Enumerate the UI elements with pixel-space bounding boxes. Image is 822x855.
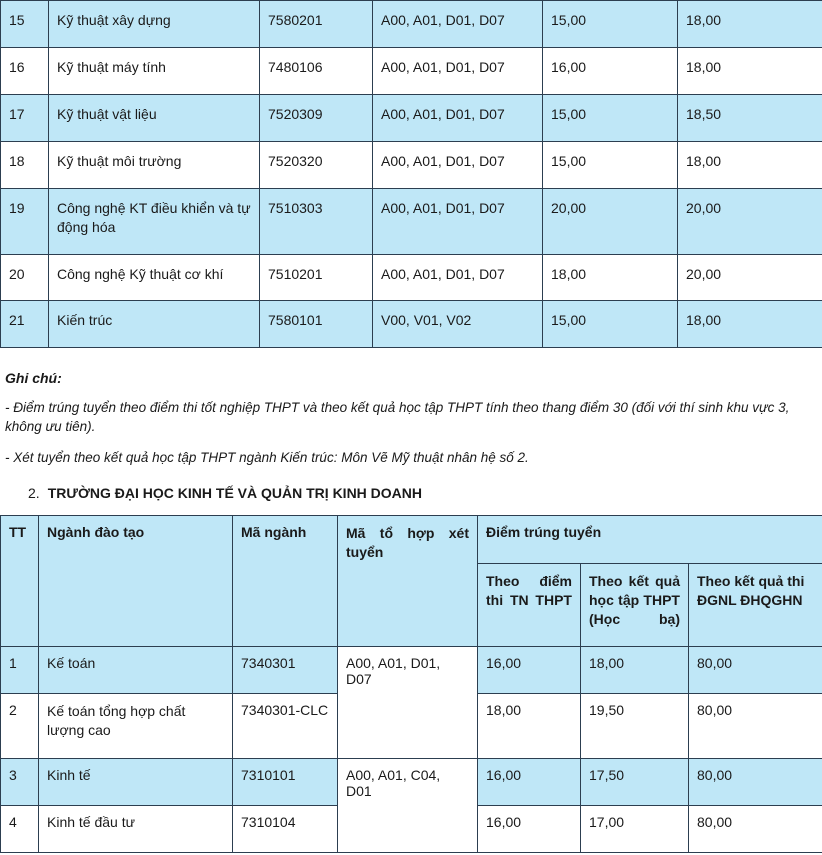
- row-score-tn: 16,00: [478, 647, 581, 694]
- row-score-dgnl: 80,00: [689, 759, 822, 806]
- section-title: TRƯỜNG ĐẠI HỌC KINH TẾ VÀ QUẢN TRỊ KINH DOANH: [47, 485, 423, 501]
- row-score-tn: 20,00: [543, 189, 678, 255]
- row-combo: A00, A01, D01, D07: [373, 189, 543, 255]
- table-row: [1, 1, 822, 48]
- row-major-code: 7510201: [260, 255, 373, 301]
- row-major-code: 7310101: [233, 759, 338, 806]
- row-major-name: Kiến trúc: [49, 301, 260, 348]
- row-score-tn: 15,00: [543, 95, 678, 142]
- note-line-1: - Điểm trúng tuyển theo điểm thi tốt nghiệp THPT và theo kết quả học tập THPT tính theo thang điểm 30 (đối với thí sinh khu vực 3, không ưu tiên).: [5, 400, 790, 434]
- row-major-code: 7340301-CLC: [233, 694, 338, 759]
- row-score-hocba: 20,00: [678, 189, 822, 255]
- table-row: [1, 142, 822, 189]
- table-row: [1, 759, 822, 806]
- row-tt: 16: [1, 48, 49, 95]
- row-combo: V00, V01, V02: [373, 301, 543, 348]
- row-score-hocba: 18,00: [678, 142, 822, 189]
- header-major-code: Mã ngành: [233, 516, 338, 647]
- table-row: [1, 647, 822, 694]
- row-major-name: Kỹ thuật xây dựng: [49, 1, 260, 48]
- row-score-hocba: 18,00: [678, 48, 822, 95]
- row-score-hocba: 17,50: [581, 759, 689, 806]
- row-score-hocba: 18,00: [678, 1, 822, 48]
- row-major-name: Kinh tế: [39, 759, 233, 806]
- row-score-tn: 15,00: [543, 142, 678, 189]
- row-combo: A00, A01, D01, D07: [373, 255, 543, 301]
- row-score-tn: 18,00: [478, 694, 581, 759]
- header-major-name: Ngành đào tạo: [39, 516, 233, 647]
- header-combo-label: Mã tổ hợp xét tuyển: [346, 525, 469, 560]
- row-score-tn: 15,00: [543, 301, 678, 348]
- note-line-2: - Xét tuyển theo kết quả học tập THPT ngành Kiến trúc: Môn Vẽ Mỹ thuật nhân hệ số 2.: [5, 450, 529, 465]
- header-score-tn: [478, 564, 581, 647]
- section-heading: [28, 485, 822, 505]
- row-tt: 17: [1, 95, 49, 142]
- row-tt: 3: [1, 759, 39, 806]
- row-score-hocba: 18,00: [581, 647, 689, 694]
- row-score-dgnl: 80,00: [689, 806, 822, 853]
- row-score-hocba: 19,50: [581, 694, 689, 759]
- header-score-hocba: [581, 564, 689, 647]
- header-score-group: Điểm trúng tuyển: [478, 516, 822, 564]
- row-major-name: Công nghệ KT điều khiển và tự động hóa: [49, 189, 260, 255]
- row-score-tn: 18,00: [543, 255, 678, 301]
- header-score-dgnl: Theo kết quả thi ĐGNL ĐHQGHN: [689, 564, 822, 647]
- row-combo: A00, A01, D01, D07: [373, 1, 543, 48]
- row-score-tn: 16,00: [543, 48, 678, 95]
- row-score-tn: 15,00: [543, 1, 678, 48]
- header-combo: [338, 516, 478, 647]
- row-score-hocba: 20,00: [678, 255, 822, 301]
- table-row: [1, 255, 822, 301]
- row-combo: A00, A01, D01, D07: [373, 48, 543, 95]
- header-score-tn-label: Theo điểm thi TN THPT: [486, 573, 572, 608]
- row-tt: 15: [1, 1, 49, 48]
- table-row: [1, 301, 822, 348]
- row-score-hocba: 18,00: [678, 301, 822, 348]
- admission-table-2: [0, 515, 822, 853]
- row-major-name: Kỹ thuật môi trường: [49, 142, 260, 189]
- row-combo: A00, A01, D01, D07: [338, 647, 478, 759]
- row-major-code: 7580101: [260, 301, 373, 348]
- row-major-code: 7310104: [233, 806, 338, 853]
- row-major-name: Kế toán tổng hợp chất lượng cao: [39, 694, 233, 759]
- section-number: 2.: [28, 485, 40, 501]
- row-score-hocba: 18,50: [678, 95, 822, 142]
- row-tt: 18: [1, 142, 49, 189]
- row-major-name: Công nghệ Kỹ thuật cơ khí: [49, 255, 260, 301]
- row-combo: A00, A01, D01, D07: [373, 95, 543, 142]
- row-tt: 2: [1, 694, 39, 759]
- header-row: [1, 516, 822, 564]
- admission-table-1: [0, 0, 822, 348]
- notes-title: Ghi chú:: [5, 370, 62, 386]
- row-tt: 4: [1, 806, 39, 853]
- table-row: [1, 189, 822, 255]
- row-tt: 20: [1, 255, 49, 301]
- row-major-code: 7520320: [260, 142, 373, 189]
- row-major-name: Kinh tế đầu tư: [39, 806, 233, 853]
- table-row: [1, 48, 822, 95]
- row-combo: A00, A01, D01, D07: [373, 142, 543, 189]
- row-score-tn: 16,00: [478, 806, 581, 853]
- row-score-tn: 16,00: [478, 759, 581, 806]
- row-major-code: 7480106: [260, 48, 373, 95]
- row-major-code: 7520309: [260, 95, 373, 142]
- row-tt: 1: [1, 647, 39, 694]
- table-row: [1, 95, 822, 142]
- row-score-dgnl: 80,00: [689, 647, 822, 694]
- header-score-hocba-label: Theo kết quả học tập THPT (Học bạ): [589, 573, 680, 627]
- row-major-name: Kế toán: [39, 647, 233, 694]
- row-score-dgnl: 80,00: [689, 694, 822, 759]
- row-major-code: 7580201: [260, 1, 373, 48]
- row-major-code: 7510303: [260, 189, 373, 255]
- row-score-hocba: 17,00: [581, 806, 689, 853]
- row-major-code: 7340301: [233, 647, 338, 694]
- row-major-name: Kỹ thuật máy tính: [49, 48, 260, 95]
- row-combo: A00, A01, C04, D01: [338, 759, 478, 853]
- row-major-name: Kỹ thuật vật liệu: [49, 95, 260, 142]
- row-tt: 21: [1, 301, 49, 348]
- header-tt: TT: [1, 516, 39, 647]
- row-tt: 19: [1, 189, 49, 255]
